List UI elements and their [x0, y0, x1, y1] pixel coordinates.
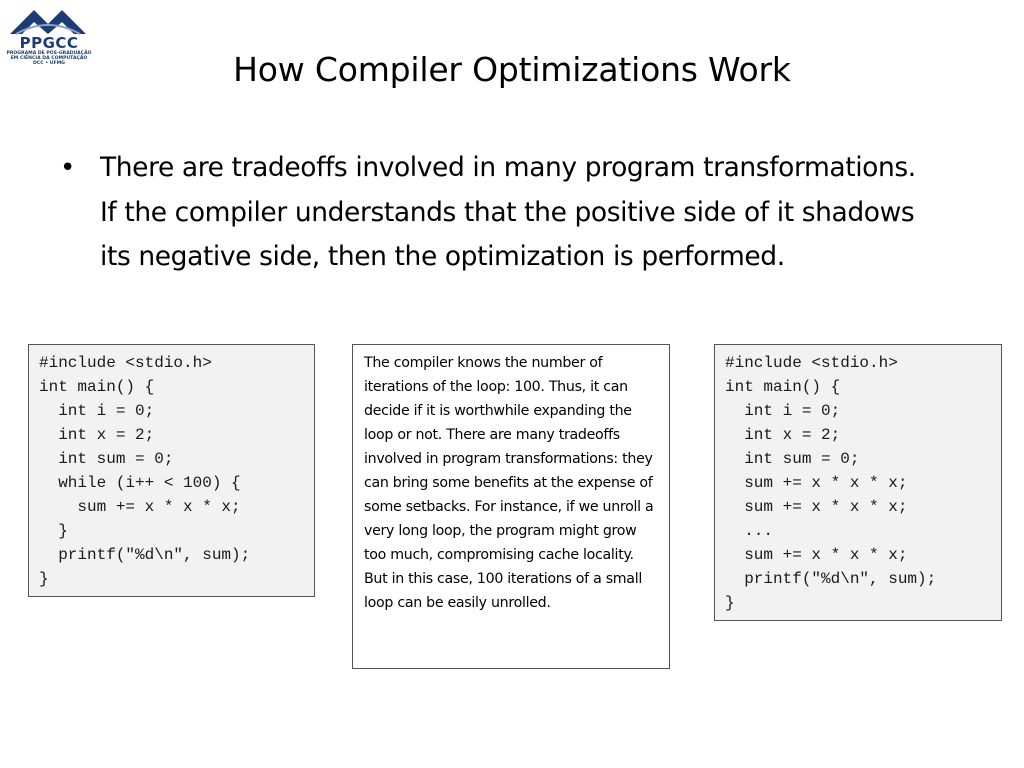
- bullet-icon: •: [60, 153, 75, 183]
- code-after-box: [714, 344, 1002, 621]
- bullet-text: There are tradeoffs involved in many program transformations. If the compiler understands that the positive side of it shadows its negative side, then the optimization is performed.: [100, 152, 916, 272]
- code-before-box: [28, 344, 315, 597]
- slide-title: How Compiler Optimizations Work: [233, 50, 791, 89]
- logo-emblem-icon: [4, 4, 92, 38]
- explanation-box: [352, 344, 670, 669]
- code-after: #include <stdio.h> int main() { int i = 0; int x = 2; int sum = 0; sum += x * x * x; sum += x * x * x; ... sum += x * x * x; printf("%d\n", sum); }: [725, 354, 937, 612]
- explanation-text: The compiler knows the number of iterations of the loop: 100. Thus, it can decide if it is worthwhile expanding the loop or not. There are many tradeoffs involved in program transformations: they can bring some benefits at the expense of some setbacks. For instance, if we unroll a very long loop, the program might grow too much, compromising cache locality. But in this case, 100 iterations of a small loop can be easily unrolled.: [364, 355, 654, 611]
- code-before: #include <stdio.h> int main() { int i = 0; int x = 2; int sum = 0; while (i++ < 100) { sum += x * x * x; } printf("%d\n", sum); }: [39, 354, 251, 588]
- bullet-point: [60, 146, 930, 280]
- logo-subtitle: PROGRAMA DE PÓS-GRADUAÇÃO EM CIÊNCIA DA COMPUTAÇÃO DCC • UFMG: [6, 51, 92, 66]
- logo-text: PPGCC: [19, 34, 79, 52]
